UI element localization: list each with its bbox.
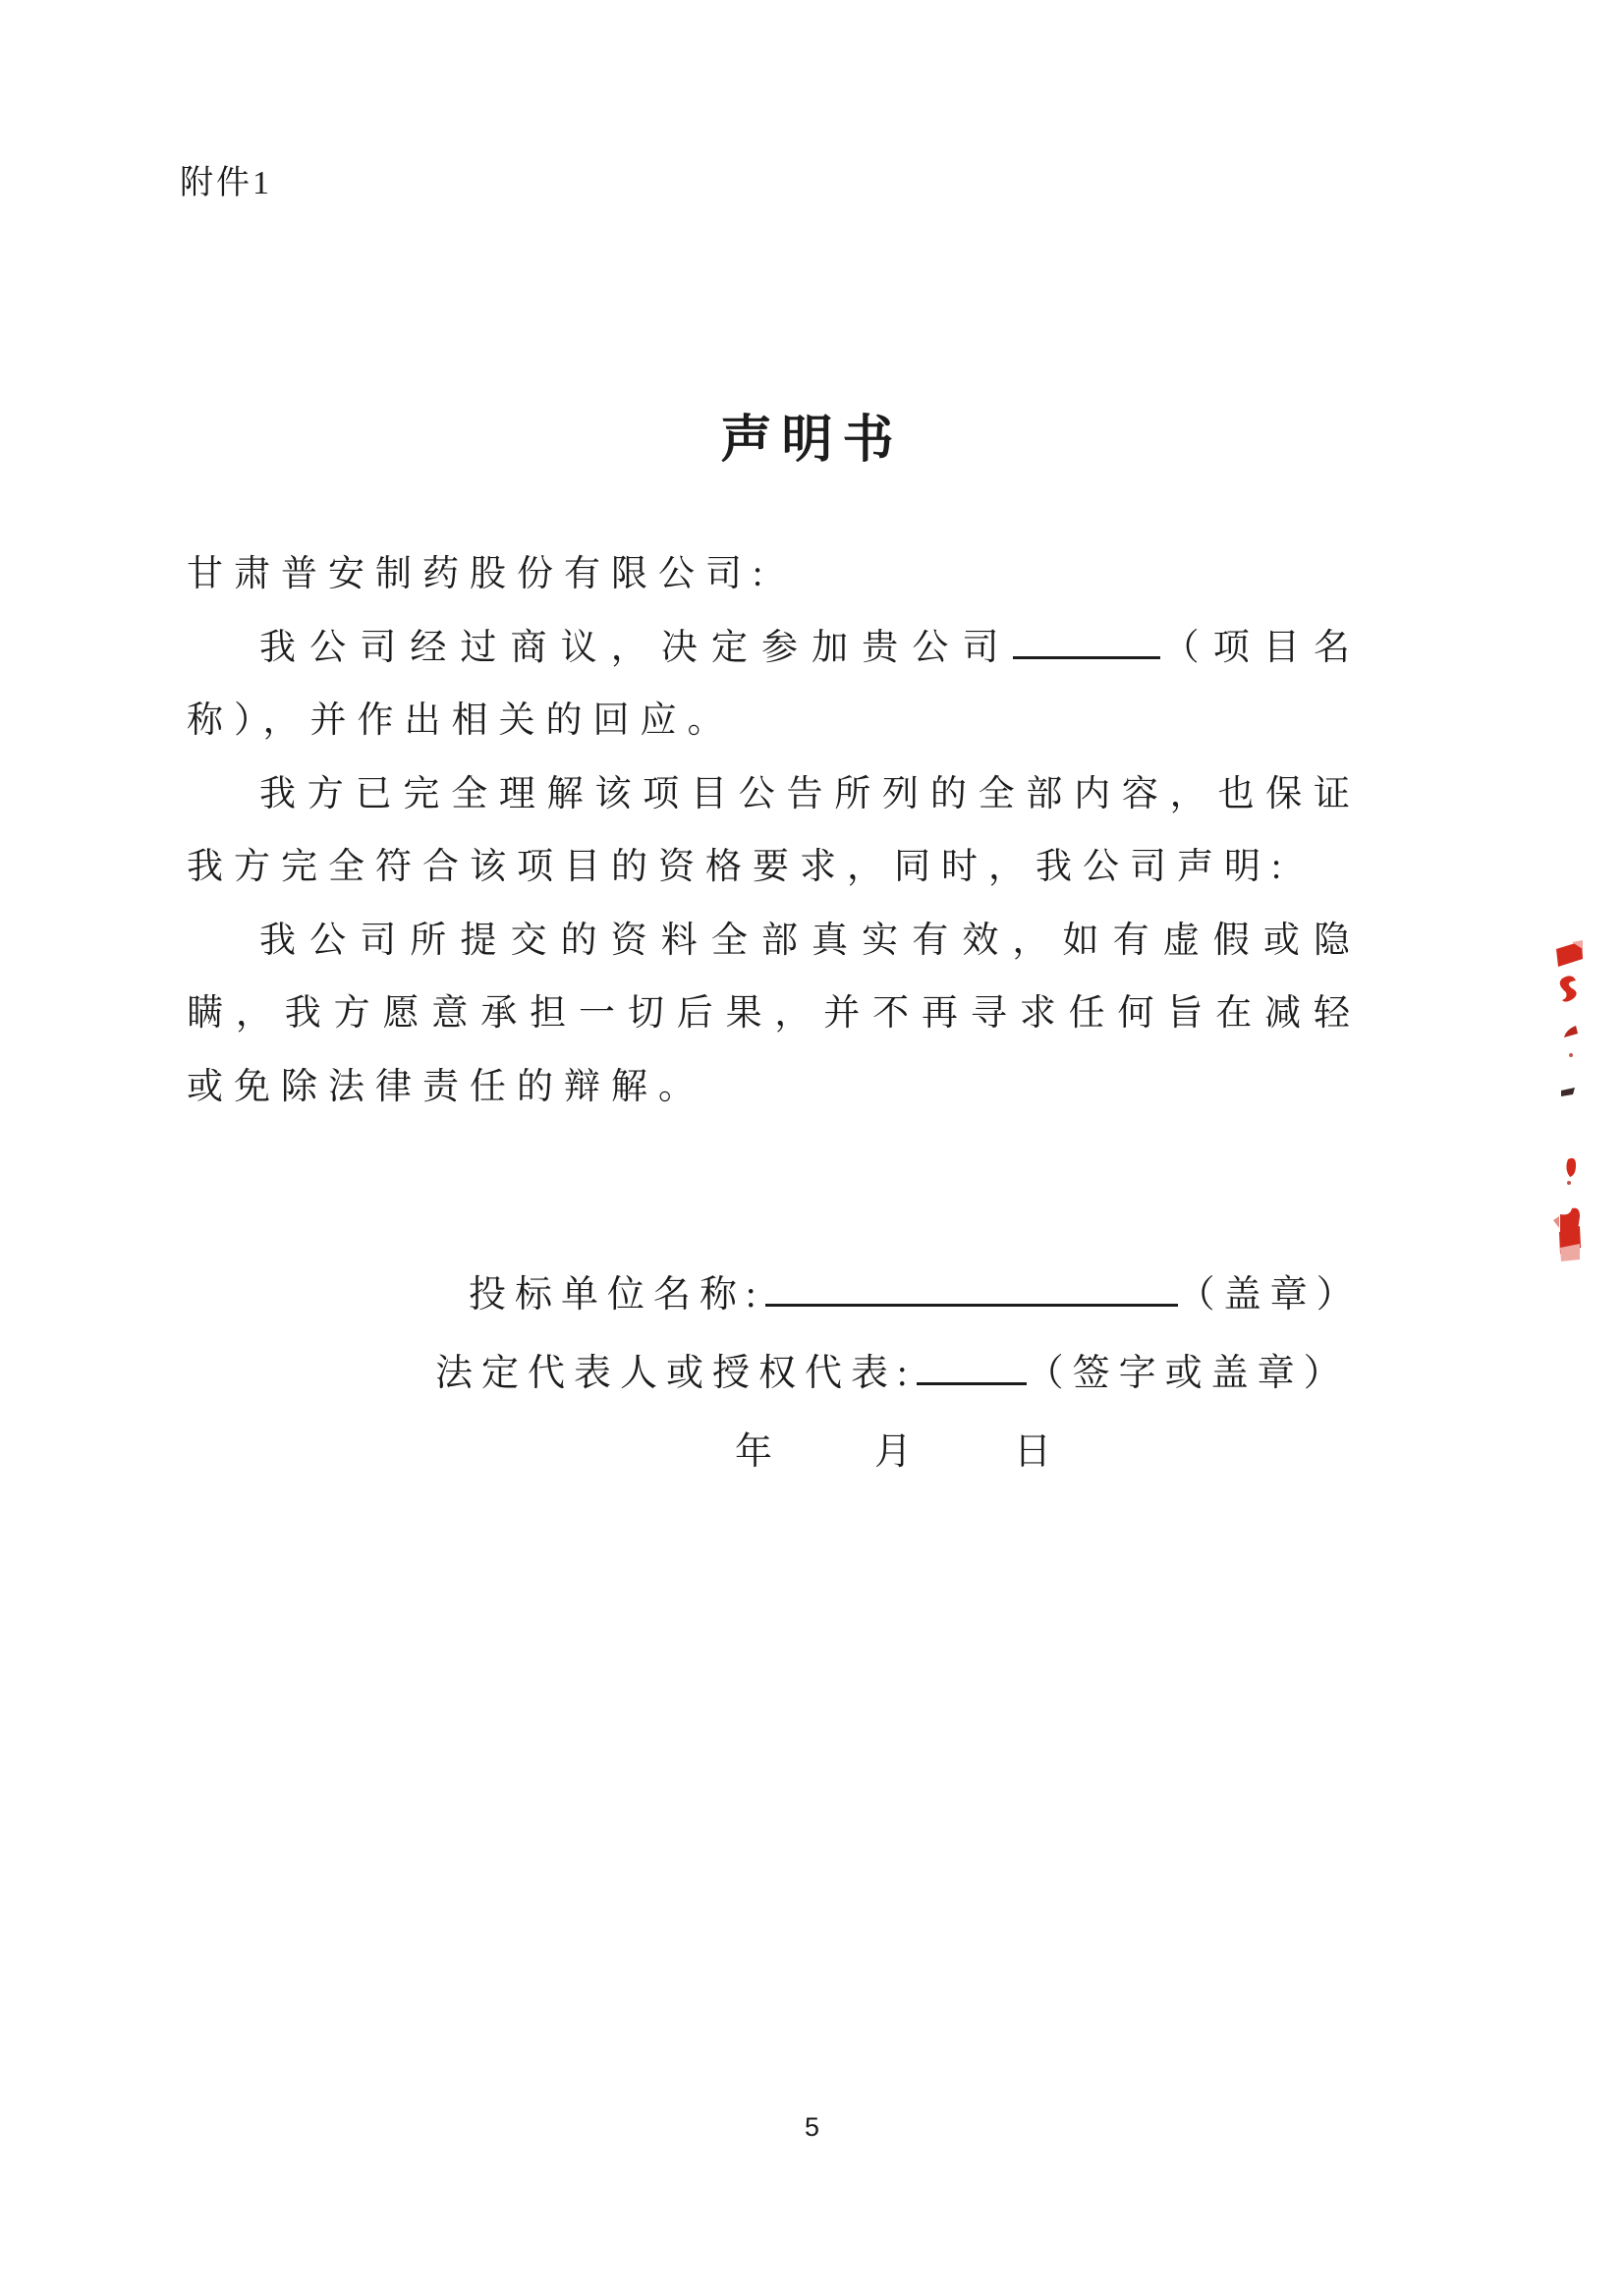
paragraph-2: 我方已完全理解该项目公告所列的全部内容，也保证我方完全符合该项目的资格要求，同时，我公司声明: [187, 773, 1361, 887]
representative-blank-line [917, 1349, 1027, 1385]
attachment-label: 附件1 [180, 165, 272, 201]
paragraph-1 [187, 612, 1361, 758]
red-seal-edge-fragments-icon [1550, 935, 1590, 1269]
representative-line [0, 1344, 1624, 1423]
bidder-name-blank-line [765, 1270, 1178, 1307]
sign-or-seal-note: （签字或盖章） [1026, 1353, 1350, 1394]
paragraph-1-before-blank: 我公司经过商议，决定参加贵公司 [259, 627, 1013, 668]
bidder-name-label: 投标单位名称: [469, 1274, 765, 1315]
seal-note: （盖章） [1177, 1274, 1363, 1315]
paragraph-1-after-blank: （项目名称），并作出相关的回应。 [187, 627, 1361, 741]
paragraph-3: 我公司所提交的资料全部真实有效，如有虚假或隐瞒，我方愿意承担一切后果，并不再寻求任何旨在减轻或免除法律责任的辩解。 [187, 920, 1361, 1107]
representative-label: 法定代表人或授权代表: [435, 1353, 917, 1394]
project-name-blank-line [1013, 623, 1160, 659]
date-line [0, 1423, 1624, 1501]
signature-block [0, 1265, 1624, 1501]
page-number: 5 [804, 2112, 820, 2142]
page-title: 声明书 [720, 413, 904, 469]
date-day-label: 日 [1014, 1431, 1052, 1473]
salutation-line: 甘肃普安制药股份有限公司: [187, 554, 774, 594]
date-year-label: 年 [735, 1431, 773, 1473]
date-month-label: 月 [874, 1431, 913, 1473]
bidder-name-line [0, 1265, 1624, 1344]
body-text [187, 538, 1361, 1124]
